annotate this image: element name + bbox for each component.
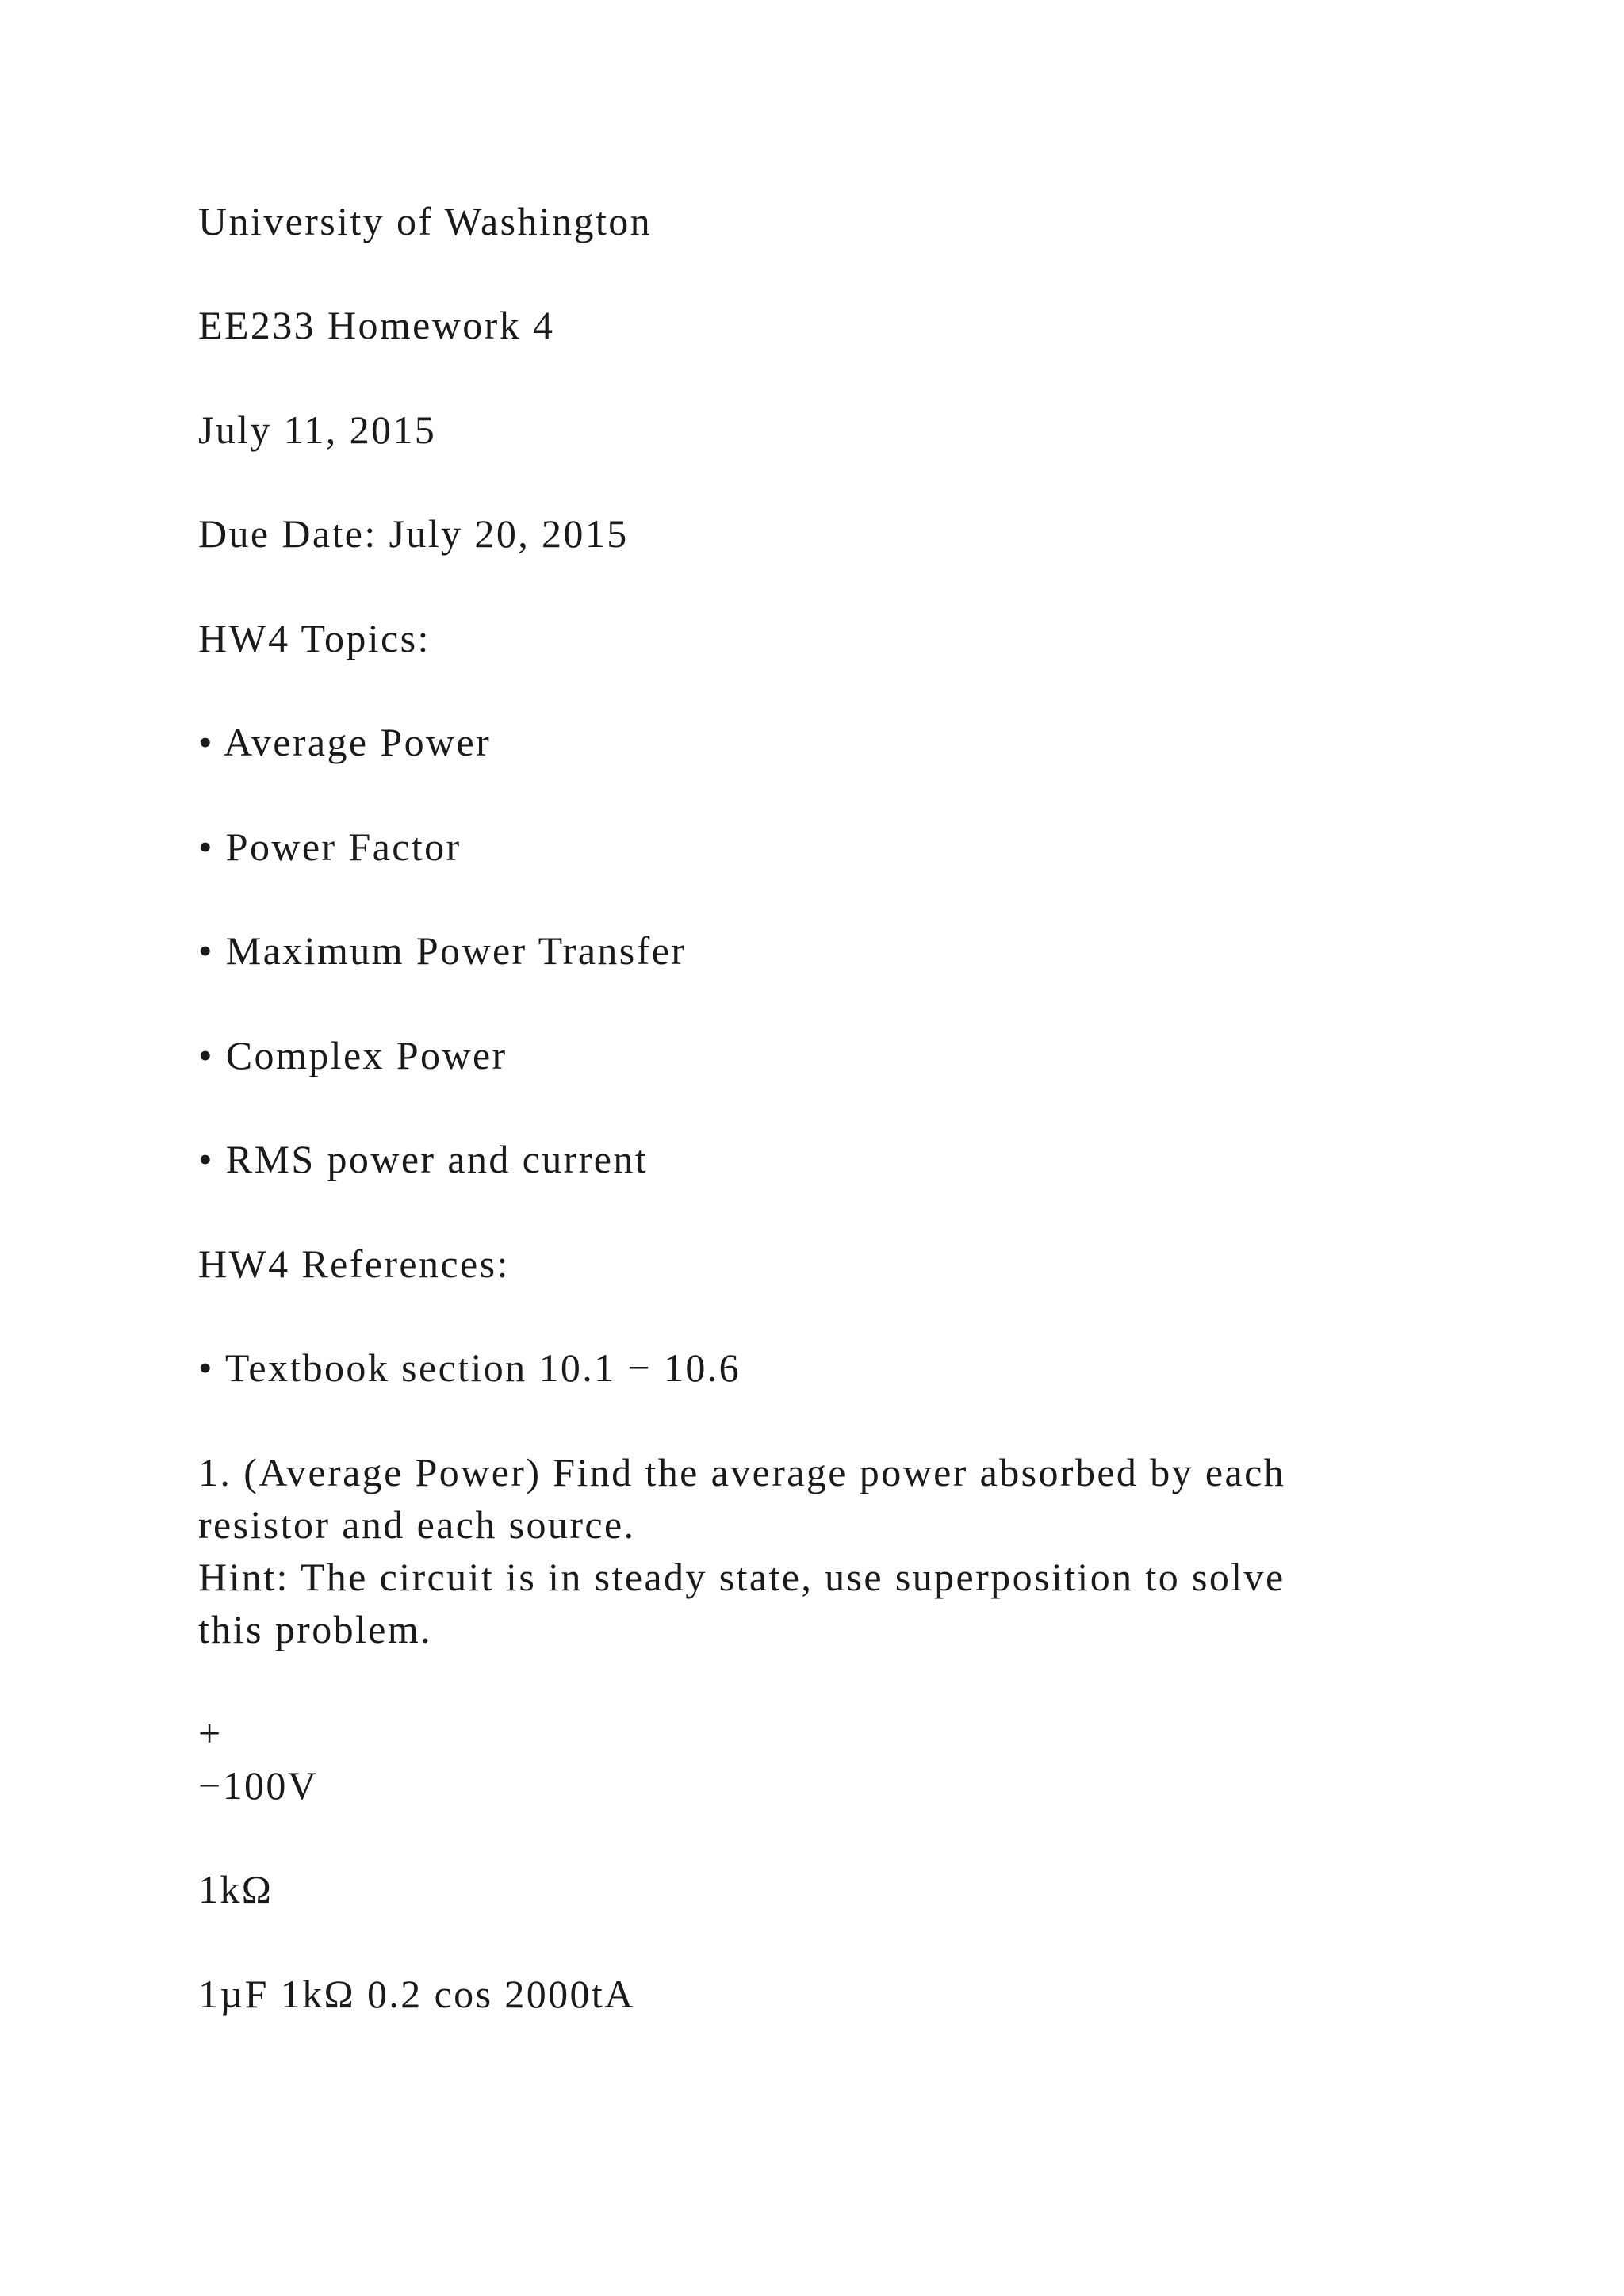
issue-date: July 11, 2015 [198,408,437,452]
topic-item: • Power Factor [198,825,462,869]
due-date: Due Date: July 20, 2015 [198,511,629,556]
circuit-plus-sign: + [198,1711,223,1755]
problem1-hint-line: Hint: The circuit is in steady state, use superposition to solve [198,1555,1285,1599]
university-name: University of Washington [198,199,653,243]
course-title: EE233 Homework 4 [198,303,555,347]
circuit-components-label: 1µF 1kΩ 0.2 cos 2000tA [198,1972,635,2016]
problem1-text-line: resistor and each source. [198,1502,636,1547]
problem1-text-line: 1. (Average Power) Find the average power absorbed by each [198,1450,1286,1494]
topic-item: • Complex Power [198,1033,508,1077]
topics-heading: HW4 Topics: [198,616,431,660]
reference-item: • Textbook section 10.1 − 10.6 [198,1345,741,1390]
topic-item: • RMS power and current [198,1137,649,1181]
topic-item: • Maximum Power Transfer [198,928,687,973]
topic-item: • Average Power [198,720,492,764]
circuit-voltage-source-label: −100V [198,1763,319,1808]
problem1-hint-line: this problem. [198,1607,433,1651]
references-heading: HW4 References: [198,1242,510,1286]
circuit-resistor-label: 1kΩ [198,1867,274,1911]
